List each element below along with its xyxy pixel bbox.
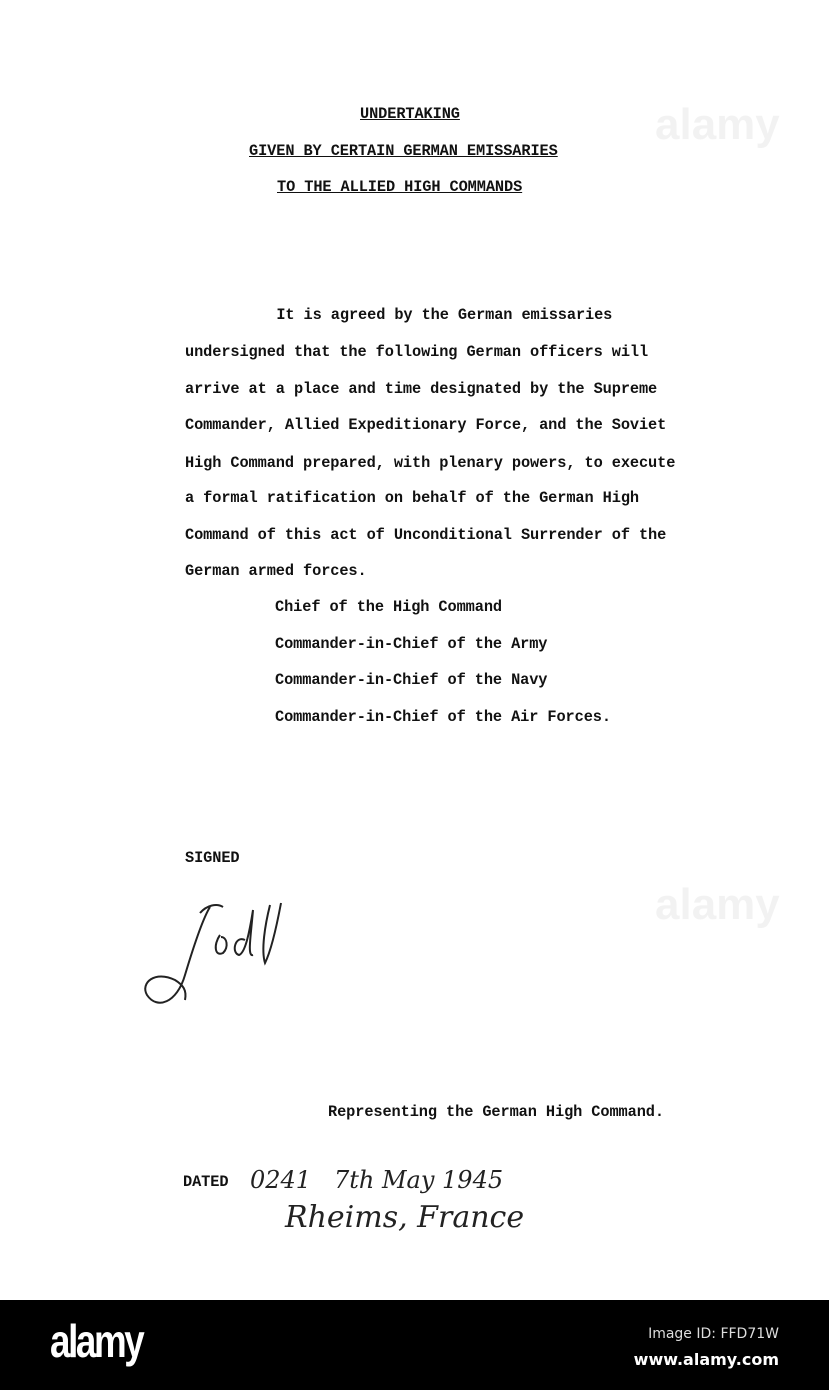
representing-line: Representing the German High Command. xyxy=(328,1103,664,1121)
body-line: It is agreed by the German emissaries xyxy=(240,306,613,324)
officer-item: Commander-in-Chief of the Air Forces. xyxy=(275,708,611,726)
officer-item: Commander-in-Chief of the Navy xyxy=(275,671,548,689)
dated-label: DATED xyxy=(183,1173,229,1191)
handwritten-place: Rheims, France xyxy=(285,1200,525,1235)
body-line: German armed forces. xyxy=(185,562,367,580)
body-line: undersigned that the following German officers will xyxy=(185,343,649,361)
signature-jodl xyxy=(135,895,295,1015)
footer-bar xyxy=(0,1300,829,1390)
body-line: arrive at a place and time designated by the Supreme xyxy=(185,380,658,398)
site-url: www.alamy.com xyxy=(633,1350,779,1369)
body-line: Command of this act of Unconditional Surrender of the xyxy=(185,526,667,544)
title-line: TO THE ALLIED HIGH COMMANDS xyxy=(277,178,523,196)
title-line: GIVEN BY CERTAIN GERMAN EMISSARIES xyxy=(249,142,558,160)
handwritten-date: 0241 7th May 1945 xyxy=(250,1166,504,1194)
title-line: UNDERTAKING xyxy=(360,105,460,123)
body-line: Commander, Allied Expeditionary Force, and the Soviet xyxy=(185,416,667,434)
image-id: Image ID: FFD71W xyxy=(648,1326,779,1342)
body-line: a formal ratification on behalf of the German High xyxy=(185,489,639,507)
officer-item: Chief of the High Command xyxy=(275,598,502,616)
signed-label: SIGNED xyxy=(185,849,240,867)
officer-item: Commander-in-Chief of the Army xyxy=(275,635,548,653)
alamy-logo: alamy xyxy=(50,1315,143,1367)
watermark: alamy xyxy=(655,100,780,149)
body-line: High Command prepared, with plenary powers, to execute xyxy=(185,454,676,472)
watermark: alamy xyxy=(655,880,780,929)
